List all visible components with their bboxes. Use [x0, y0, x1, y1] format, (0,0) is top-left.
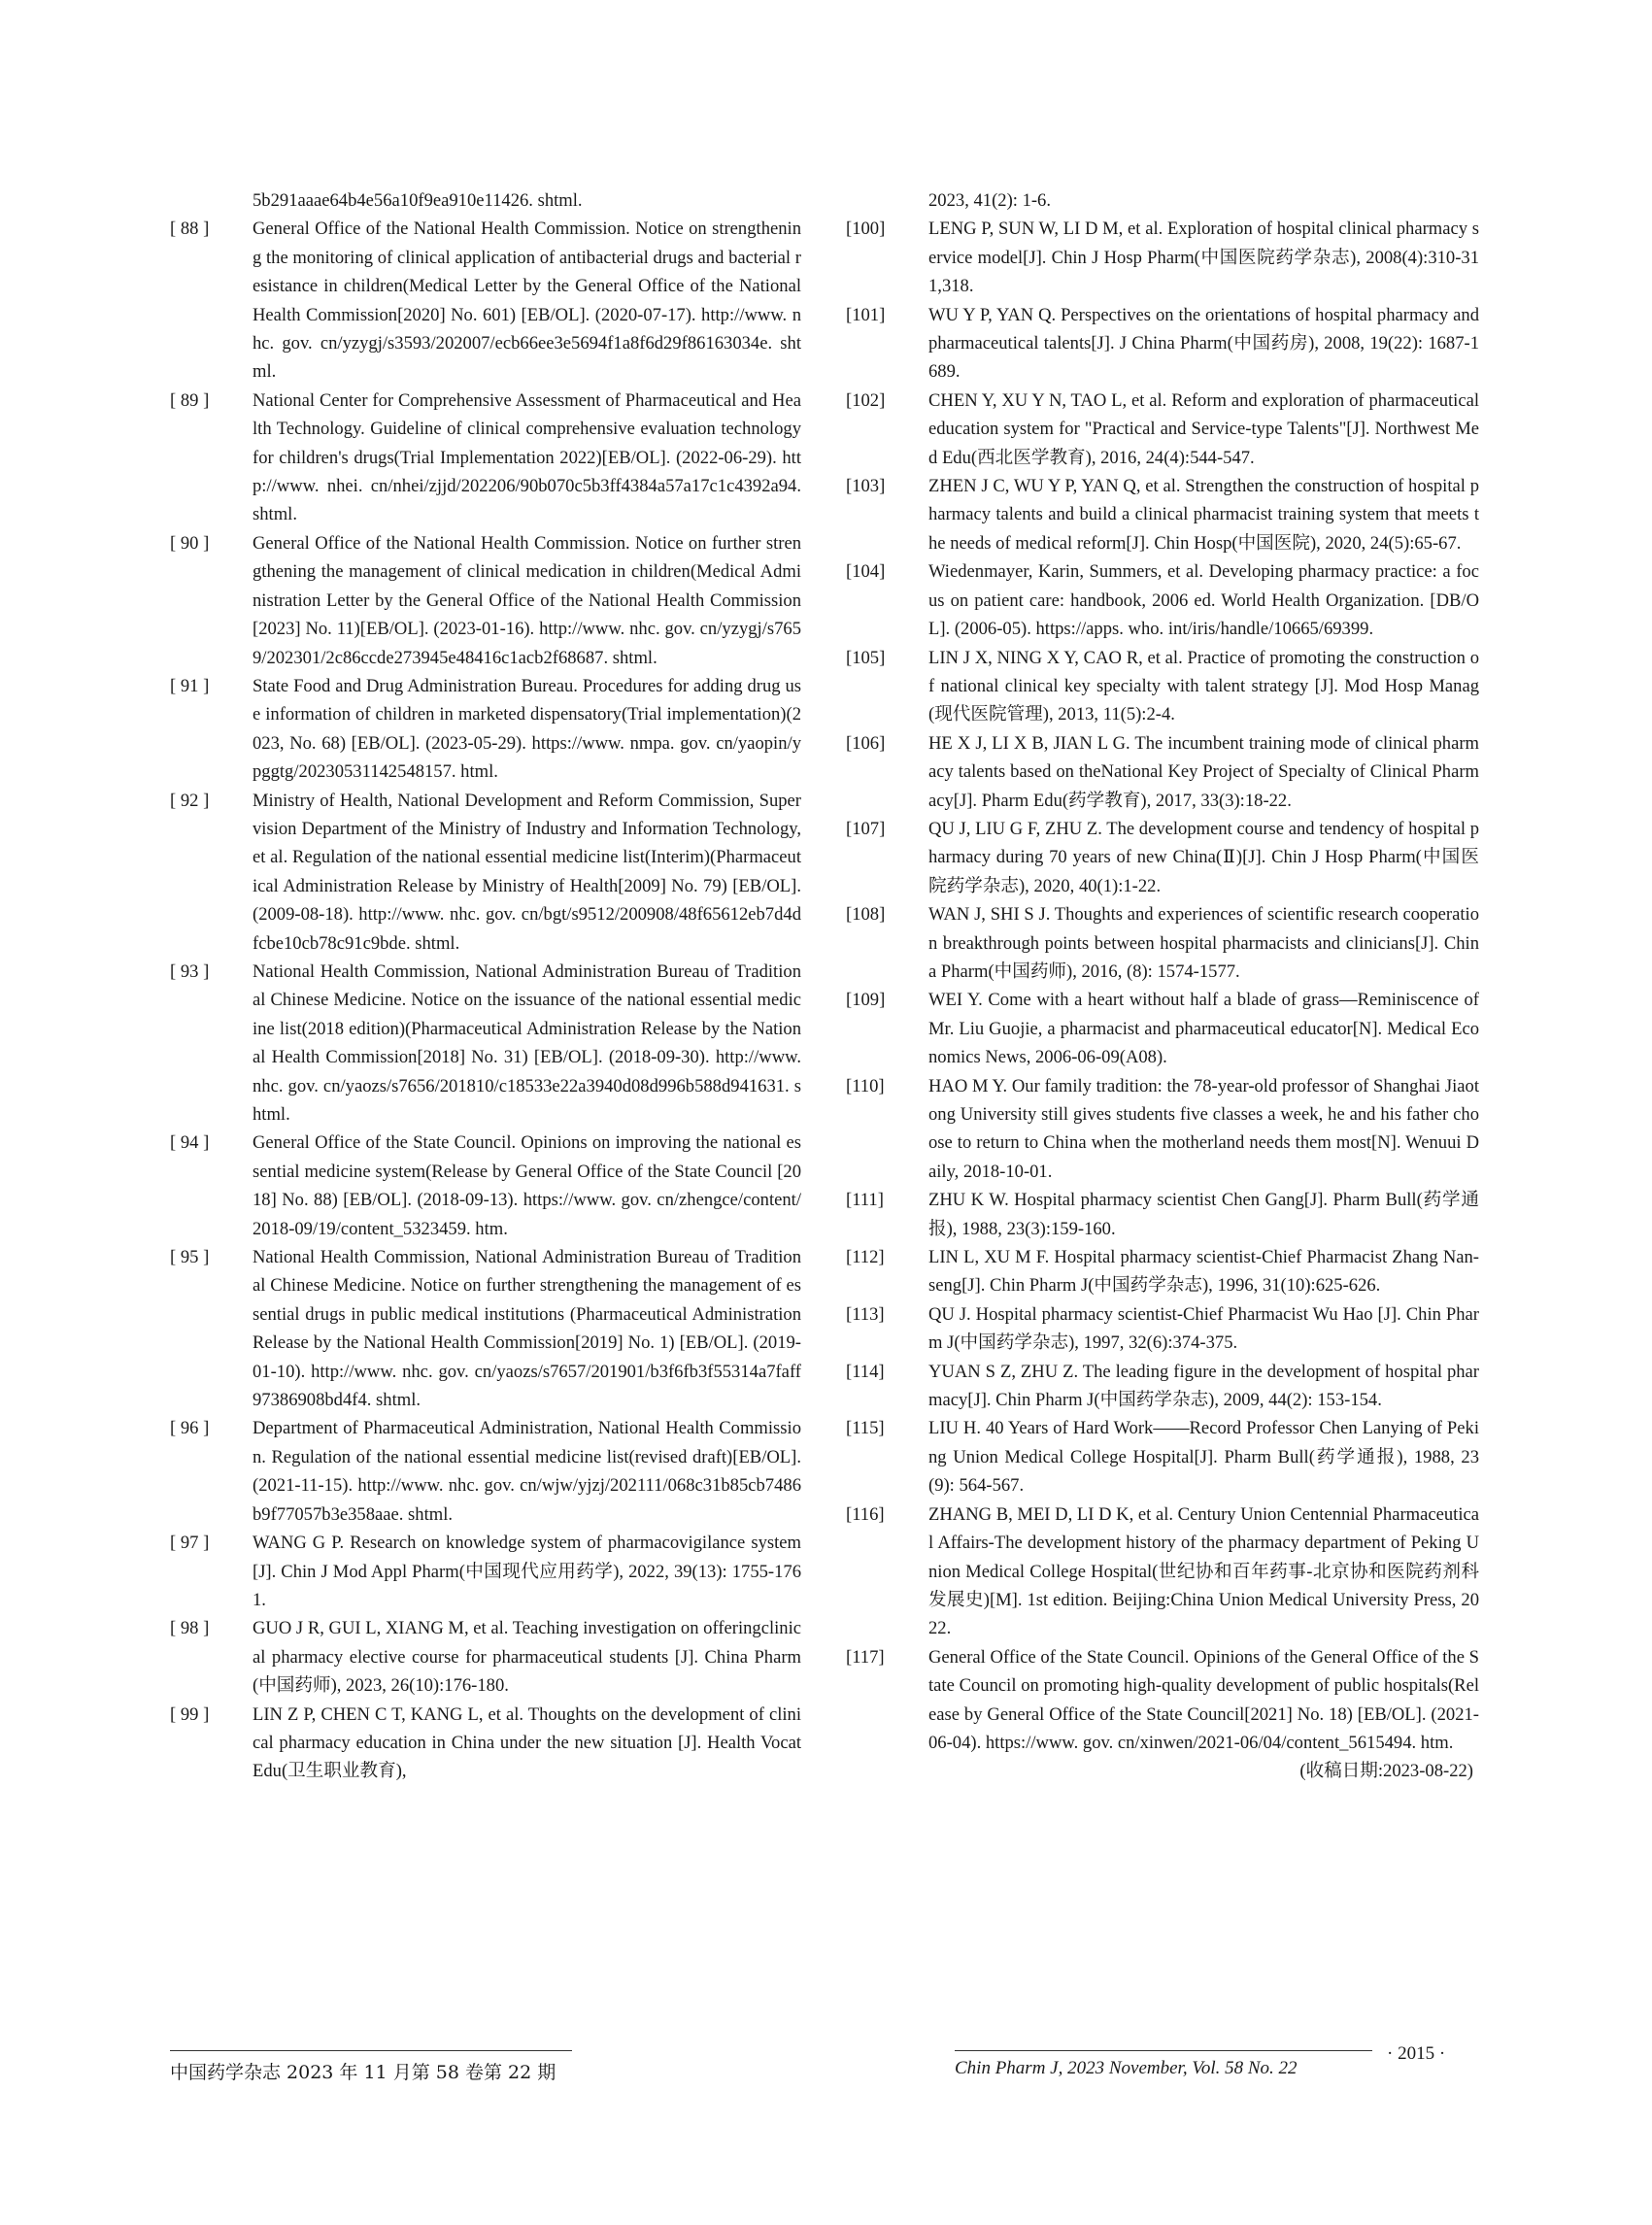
reference-number: [ 91 ]	[170, 675, 210, 696]
right-column	[846, 186, 1479, 1786]
reference-entry	[170, 529, 801, 672]
reference-entry	[846, 1643, 1479, 1758]
reference-text: State Food and Drug Administration Bureau. Procedures for adding drug use information of children in marketed dispensatory(Trial implementation)(2023, No. 68) [EB/OL]. (2023-05-29). https://www. nmpa. gov. cn/yaopin/ypggtg/20230531142548157. html.	[253, 675, 801, 783]
reference-entry	[170, 1129, 801, 1243]
reference-entry	[846, 1072, 1479, 1187]
reference-entry	[170, 1614, 801, 1700]
reference-continuation: 5b291aaae64b4e56a10f9ea910e11426. shtml.	[253, 190, 583, 211]
reference-entry	[170, 1529, 801, 1614]
reference-entry	[846, 1500, 1479, 1643]
reference-number: [103]	[846, 476, 886, 497]
reference-number: [107]	[846, 818, 886, 839]
reference-continuation: 2023, 41(2): 1-6.	[928, 190, 1052, 211]
reference-entry	[170, 1243, 801, 1414]
reference-text: YUAN S Z, ZHU Z. The leading figure in the development of hospital pharmacy[J]. Chin Pharm J(中国药学杂志), 2009, 44(2): 153-154.	[928, 1361, 1479, 1411]
reference-entry	[846, 1186, 1479, 1243]
reference-entry	[170, 387, 801, 529]
reference-text: LIN J X, NING X Y, CAO R, et al. Practice of promoting the construction of national clinical key specialty with talent strategy [J]. Mod Hosp Manag(现代医院管理), 2013, 11(5):2-4.	[928, 647, 1479, 725]
reference-number: [ 95 ]	[170, 1247, 210, 1268]
reference-text: ZHANG B, MEI D, LI D K, et al. Century Union Centennial Pharmaceutical Affairs-The development history of the pharmacy department of Peking Union Medical College Hospital(世纪协和百年药事-北京协和医院药剂科发展史)[M]. 1st edition. Beijing:China Union Medical University Press, 2022.	[928, 1503, 1479, 1639]
reference-text: GUO J R, GUI L, XIANG M, et al. Teaching investigation on offeringclinical pharmacy elective course for pharmaceutical students [J]. China Pharm(中国药师), 2023, 26(10):176-180.	[253, 1618, 802, 1697]
reference-entry	[170, 672, 801, 787]
reference-number: [114]	[846, 1361, 885, 1382]
reference-entry	[846, 986, 1479, 1071]
reference-entry	[846, 557, 1479, 643]
reference-number: [ 99 ]	[170, 1703, 210, 1725]
reference-number: [102]	[846, 389, 886, 411]
reference-entry	[846, 387, 1479, 472]
reference-entry	[170, 1701, 801, 1786]
reference-text: QU J. Hospital pharmacy scientist-Chief Pharmacist Wu Hao [J]. Chin Pharm J(中国药学杂志), 1997, 32(6):374-375.	[928, 1303, 1479, 1354]
reference-entry	[846, 1243, 1479, 1300]
reference-text: National Health Commission, National Administration Bureau of Traditional Chinese Medicine. Notice on the issuance of the national essential medicine list(2018 edition)(Pharmaceutical Administration Release by the National Health Commission[2018] No. 31) [EB/OL]. (2018-09-30). http://www. nhc. gov. cn/yaozs/s7656/201810/c18533e22a3940d08d996b588d941631. shtml.	[253, 961, 801, 1125]
reference-text: LIN Z P, CHEN C T, KANG L, et al. Thoughts on the development of clinical pharmacy education in China under the new situation [J]. Health Vocat Edu(卫生职业教育),	[253, 1703, 801, 1782]
reference-entry	[170, 1414, 801, 1529]
footer-rule-right	[955, 2050, 1372, 2051]
reference-number: [111]	[846, 1190, 884, 1211]
reference-text: WANG G P. Research on knowledge system of pharmacovigilance system[J]. Chin J Mod Appl Pharm(中国现代应用药学), 2022, 39(13): 1755-1761.	[253, 1533, 801, 1610]
reference-text: WU Y P, YAN Q. Perspectives on the orientations of hospital pharmacy and pharmaceutical talents[J]. J China Pharm(中国药房), 2008, 19(22): 1687-1689.	[928, 304, 1479, 383]
reference-number: [ 96 ]	[170, 1418, 210, 1439]
reference-text: National Center for Comprehensive Assessment of Pharmaceutical and Health Technology. Guideline of clinical comprehensive evaluation technology for children's drugs(Trial Implementation 2022)[EB/OL]. (2022-06-29). http://www. nhei. cn/nhei/zjjd/202206/90b070c5b3ff4384a57a17c1c4392a94. shtml.	[253, 389, 801, 525]
left-column	[170, 186, 801, 1786]
reference-entry	[846, 644, 1479, 729]
reference-number: [ 97 ]	[170, 1533, 210, 1554]
reference-entry	[846, 472, 1479, 557]
reference-number: [105]	[846, 647, 886, 668]
reference-entry	[846, 729, 1479, 815]
reference-entry	[170, 787, 801, 958]
reference-entry	[170, 215, 801, 386]
reference-number: [116]	[846, 1503, 885, 1525]
reference-entry	[846, 1300, 1479, 1358]
footer-rule-left	[170, 2050, 572, 2051]
reference-text: General Office of the State Council. Opinions of the General Office of the State Council on promoting high-quality development of public hospitals(Release by General Office of the State Council[2021] No. 18) [EB/OL]. (2021-06-04). https://www. gov. cn/xinwen/2021-06/04/content_5615494. htm.	[928, 1646, 1479, 1753]
reference-number: [109]	[846, 990, 886, 1011]
reference-text: General Office of the National Health Commission. Notice on strengthening the monitoring of clinical application of antibacterial drugs and bacterial resistance in children(Medical Letter by the General Office of the National Health Commission[2020] No. 601) [EB/OL]. (2020-07-17). http://www. nhc. gov. cn/yzygj/s3593/202007/ecb66ee3e5694f1a8f6d29f86163034e. shtml.	[253, 219, 801, 383]
reference-text: National Health Commission, National Administration Bureau of Traditional Chinese Medicine. Notice on further strengthening the management of essential drugs in public medical institutions (Pharmaceutical Administration Release by the National Health Commission[2019] No. 1) [EB/OL]. (2019-01-10). http://www. nhc. gov. cn/yaozs/s7657/201901/b3f6fb3f55314a7faff97386908bd4f4. shtml.	[253, 1247, 801, 1411]
reference-entry	[846, 215, 1479, 300]
reference-number: [101]	[846, 304, 886, 325]
reference-number: [113]	[846, 1303, 885, 1325]
received-date: (收稿日期:2023-08-22)	[1299, 1761, 1473, 1782]
reference-text: Department of Pharmaceutical Administration, National Health Commission. Regulation of the national essential medicine list(revised draft)[EB/OL]. (2021-11-15). http://www. nhc. gov. cn/wjw/yjzj/202111/068c31b85cb7486b9f77057b3e358aae. shtml.	[253, 1418, 801, 1525]
reference-number: [ 88 ]	[170, 219, 210, 240]
reference-entry	[846, 1414, 1479, 1500]
reference-text: WEI Y. Come with a heart without half a blade of grass—Reminiscence of Mr. Liu Guojie, a pharmacist and pharmaceutical educator[N]. Medical Economics News, 2006-06-09(A08).	[928, 990, 1479, 1068]
reference-number: [117]	[846, 1646, 885, 1668]
reference-text: ZHEN J C, WU Y P, YAN Q, et al. Strengthen the construction of hospital pharmacy talents and build a clinical pharmacist training system that meets the needs of medical reform[J]. Chin Hosp(中国医院), 2020, 24(5):65-67.	[928, 476, 1479, 554]
reference-number: [100]	[846, 219, 886, 240]
reference-number: [ 90 ]	[170, 532, 210, 554]
reference-text: CHEN Y, XU Y N, TAO L, et al. Reform and exploration of pharmaceutical education system for "Practical and Service-type Talents"[J]. Northwest Med Edu(西北医学教育), 2016, 24(4):544-547.	[928, 389, 1479, 468]
reference-text: QU J, LIU G F, ZHU Z. The development course and tendency of hospital pharmacy during 70 years of new China(Ⅱ)[J]. Chin J Hosp Pharm(中国医院药学杂志), 2020, 40(1):1-22.	[928, 818, 1479, 896]
reference-number: [112]	[846, 1247, 885, 1268]
reference-entry	[846, 900, 1479, 986]
reference-text: Wiedenmayer, Karin, Summers, et al. Developing pharmacy practice: a focus on patient care: handbook, 2006 ed. World Health Organization. [DB/OL]. (2006-05). https://apps. who. int/iris/handle/10665/69399.	[928, 561, 1479, 640]
reference-text: General Office of the State Council. Opinions on improving the national essential medicine system(Release by General Office of the State Council [2018] No. 88) [EB/OL]. (2018-09-13). https://www. gov. cn/zhengce/content/2018-09/19/content_5323459. htm.	[253, 1132, 801, 1239]
journal-footer-english: Chin Pharm J, 2023 November, Vol. 58 No. 22	[955, 2058, 1298, 2078]
reference-number: [ 94 ]	[170, 1132, 210, 1154]
reference-entry	[846, 1358, 1479, 1415]
journal-footer-chinese: 中国药学杂志 2023 年 11 月第 58 卷第 22 期	[170, 2062, 556, 2083]
reference-number: [108]	[846, 904, 886, 926]
page-number: · 2015 ·	[1387, 2043, 1446, 2064]
reference-number: [110]	[846, 1075, 885, 1096]
reference-text: Ministry of Health, National Development and Reform Commission, Supervision Department of the Ministry of Industry and Information Technology, et al. Regulation of the national essential medicine list(Interim)(Pharmaceutical Administration Release by Ministry of Health[2009] No. 79) [EB/OL]. (2009-08-18). http://www. nhc. gov. cn/bgt/s9512/200908/48f65612eb7d4dfcbe10cb78c91c9bde. shtml.	[253, 790, 801, 954]
reference-entry	[846, 815, 1479, 900]
reference-number: [ 89 ]	[170, 389, 210, 411]
reference-text: HE X J, LI X B, JIAN L G. The incumbent training mode of clinical pharmacy talents based on theNational Key Project of Specialty of Clinical Pharmacy[J]. Pharm Edu(药学教育), 2017, 33(3):18-22.	[928, 732, 1479, 811]
reference-entry	[846, 301, 1479, 387]
reference-number: [ 92 ]	[170, 790, 210, 811]
reference-number: [104]	[846, 561, 886, 583]
reference-text: HAO M Y. Our family tradition: the 78-year-old professor of Shanghai Jiaotong University still gives students five classes a week, he and his father choose to return to China when the motherland needs them most[N]. Wenuui Daily, 2018-10-01.	[928, 1075, 1479, 1182]
reference-text: ZHU K W. Hospital pharmacy scientist Chen Gang[J]. Pharm Bull(药学通报), 1988, 23(3):159-160.	[928, 1190, 1479, 1239]
reference-text: WAN J, SHI S J. Thoughts and experiences of scientific research cooperation breakthrough points between hospital pharmacists and clinicians[J]. China Pharm(中国药师), 2016, (8): 1574-1577.	[928, 904, 1479, 982]
reference-number: [ 98 ]	[170, 1618, 210, 1639]
reference-entry	[170, 958, 801, 1129]
reference-text: LENG P, SUN W, LI D M, et al. Exploration of hospital clinical pharmacy service model[J]. Chin J Hosp Pharm(中国医院药学杂志), 2008(4):310-311,318.	[928, 219, 1479, 297]
reference-text: LIU H. 40 Years of Hard Work——Record Professor Chen Lanying of Peking Union Medical College Hospital[J]. Pharm Bull(药学通报), 1988, 23(9): 564-567.	[928, 1418, 1479, 1497]
reference-number: [106]	[846, 732, 886, 754]
reference-text: LIN L, XU M F. Hospital pharmacy scientist-Chief Pharmacist Zhang Nan-seng[J]. Chin Pharm J(中国药学杂志), 1996, 31(10):625-626.	[928, 1247, 1479, 1297]
reference-text: General Office of the National Health Commission. Notice on further strengthening the management of clinical medication in children(Medical Administration Letter by the General Office of the National Health Commission[2023] No. 11)[EB/OL]. (2023-01-16). http://www. nhc. gov. cn/yzygj/s7659/202301/2c86ccde273945e48416c1acb2f68687. shtml.	[253, 532, 801, 668]
reference-number: [ 93 ]	[170, 961, 210, 982]
reference-number: [115]	[846, 1418, 885, 1439]
